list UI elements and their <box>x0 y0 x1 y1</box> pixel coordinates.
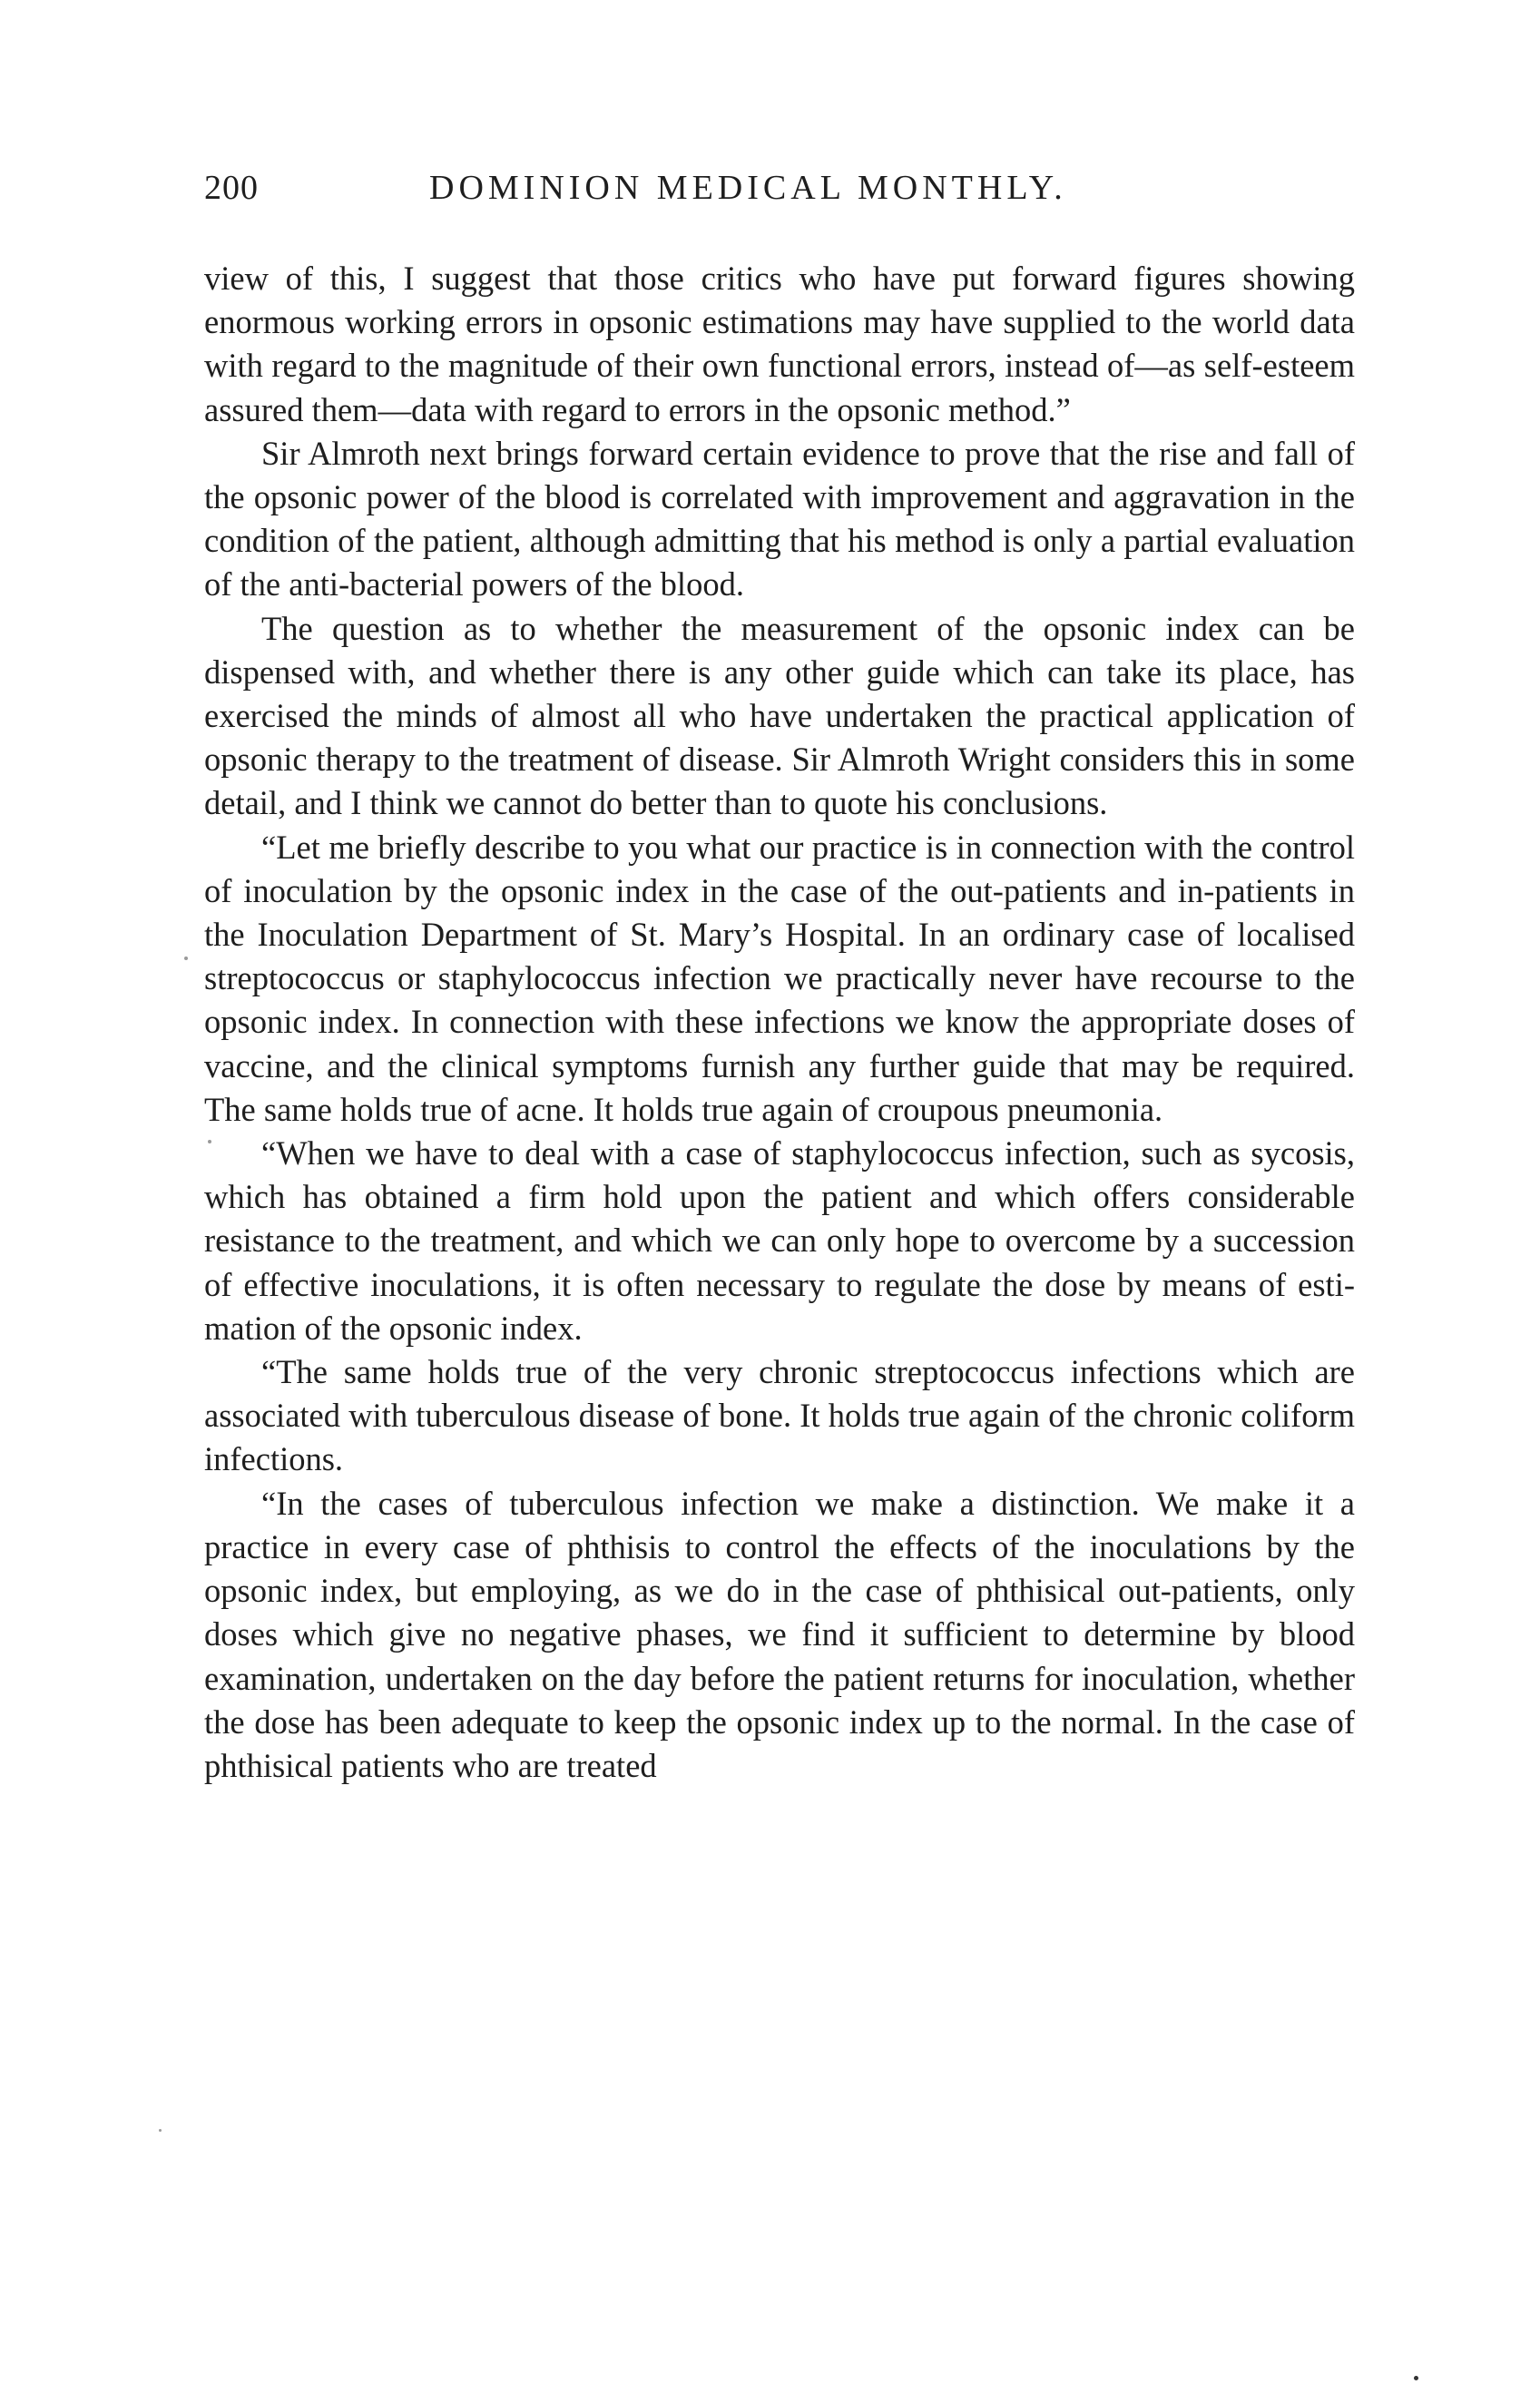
running-head <box>204 168 1357 222</box>
paragraph: “In the cases of tuberculous infection we make a distinction. We make it a practice in every case of phthisis to control the effects of the inoculations by the opsonic index, but employing, as we do in the case of phthisical out-patients, only doses which give no negative phases, we find it sufficient to determine by blood examination, undertaken on the day before the patient returns for inoculation, whether the dose has been adequate to keep the opsonic index up to the normal. In the case of phthisical patients who are treated <box>204 1484 1355 1784</box>
scan-speck <box>159 2129 162 2132</box>
scan-speck <box>184 957 188 960</box>
journal-title: DOMINION MEDICAL MONTHLY. <box>429 169 1067 207</box>
paragraph: “The same holds true of the very chronic streptococcus infections which are associated with tuberculous disease of bone. It holds true again of the chronic coliform infections. <box>204 1353 1355 1478</box>
paragraph: The question as to whether the measurement of the opsonic index can be dispensed with, and whether there is any other guide which can take its place, has exercised the minds of almost all who have undertaken the practical application of opsonic therapy to the treatment of disease. Sir Almroth Wright considers this in some detail, and I think we cannot do better than to quote his conclusions. <box>204 609 1355 822</box>
paragraph: Sir Almroth next brings forward certain evidence to prove that the rise and fall of the opsonic power of the blood is correlated with improvement and aggravation in the condition of the patient, although admitting that his method is only a partial evaluation of the anti-bacterial powers of the blood. <box>204 434 1355 603</box>
body-text <box>204 257 1355 1788</box>
scan-speck <box>1414 2376 1418 2380</box>
paragraph: “Let me briefly describe to you what our practice is in connection with the control of inoculation by the opsonic index in the case of the out-patients and in-patients in the Inoculation Department of St. Mary’s Hospital. In an ordinary case of localised streptococcus or staphylococcus infection we practically never have recourse to the opsonic index. In connection with these infections we know the appropriate doses of vaccine, and the clinical symptoms furnish any further guide that may be required. The same holds true of acne. It holds true again of croupous pneumonia. <box>204 828 1355 1128</box>
paragraph: “When we have to deal with a case of staphylococcus infection, such as sycosis, which has obtained a firm hold upon the patient and which offers considerable resistance to the treatment, and which we can only hope to overcome by a succession of effective inoculations, it is often necessary to regulate the dose by means of estimation of the opsonic index. <box>204 1134 1355 1347</box>
scan-speck <box>208 1140 211 1143</box>
page-number: 200 <box>204 169 259 207</box>
paragraph-continued: view of this, I suggest that those critics who have put forward figures showing enormous working errors in opsonic estimations may have supplied to the world data with regard to the magnitude of their own functional errors, instead of—as self-esteem assured them—data with regard to errors in the opsonic method.” <box>204 260 1355 428</box>
